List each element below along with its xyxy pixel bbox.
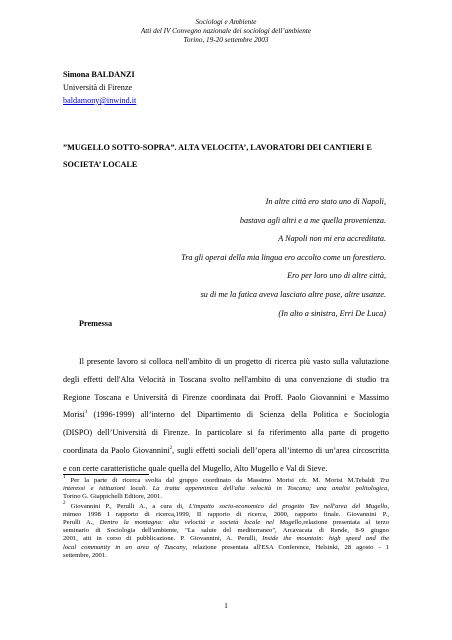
header-line-series: Sociologi e Ambiente bbox=[195, 18, 257, 26]
footnote-text-italic: Dentro la montagna: alta velocità e società locale nel Mugello bbox=[99, 519, 302, 527]
footnote-line: Torino G. Giappichelli Editore, 2001. bbox=[63, 493, 162, 501]
epigraph-line: In altre città ero stato uno di Napoli, bbox=[265, 197, 386, 206]
paper-title bbox=[63, 139, 393, 173]
footnote-text: ,relazione presentata al terzo bbox=[301, 519, 390, 527]
body-line bbox=[63, 442, 389, 460]
page-number: 1 bbox=[224, 601, 228, 610]
footnotes bbox=[63, 477, 389, 561]
header-line-proceedings: Atti del IV Convegno nazionale dei sociologi dell’ambiente bbox=[140, 27, 312, 35]
body-line: (DISPO) dell’Università di Firenze. In particolare si fa riferimento alla parte di progetto bbox=[63, 428, 389, 438]
footnote-line: mimeo 1998 I rapporto di ricerca,1999, II rapporto di ricerca, 2000, rapporto finale. Giovannini P., bbox=[63, 510, 389, 518]
body-line: Il presente lavoro si colloca nell'ambito di un progetto di ricerca più vasto sulla valutazione bbox=[79, 357, 389, 366]
body-line bbox=[63, 406, 389, 424]
footnote-ref[interactable]: 2 bbox=[169, 445, 173, 451]
footnote-text: Giovannini P., Perulli A., a cura di, bbox=[65, 502, 189, 510]
footnote-text-italic: Inside the mountain: high speed and the bbox=[262, 535, 389, 543]
section-heading: Premessa bbox=[79, 319, 113, 328]
body-line: degli effetti dell'Alta Velocità in Toscana svolto nell'ambito di una convenzione di studio tra bbox=[63, 374, 389, 384]
epigraph-line: su di me la fatica aveva lasciato altre pose, altre usanze. bbox=[200, 289, 386, 299]
footnote-text: Per la parte di ricerca svolta dal gruppo coordinato da Massimo Morisi cfr. M. Morisi M.Tebaldi bbox=[65, 477, 380, 484]
footnote-text: , bbox=[387, 502, 389, 510]
footnote-line bbox=[63, 500, 389, 511]
body-paragraph bbox=[63, 353, 389, 478]
body-text: (1996-1999) all’interno del Dipartimento di Scienza della Politica e Sociologia bbox=[87, 410, 389, 420]
footnote-line bbox=[63, 544, 389, 552]
footnote-number: 2 bbox=[63, 500, 66, 506]
footnote-text: Perulli A., bbox=[63, 519, 100, 527]
epigraph-line: Ero per loro uno di altre città, bbox=[287, 271, 386, 281]
footnote-line bbox=[63, 477, 389, 485]
footnote-text-italic: interessi e istituzioni locali. La tratta appenninica dell'alta velocità in Toscana; una analisi politologica, bbox=[63, 485, 389, 493]
epigraph bbox=[66, 193, 386, 323]
body-text: Morisi bbox=[63, 410, 85, 420]
footnote-2 bbox=[63, 500, 390, 560]
title-line: SOCIETA’ LOCALE bbox=[63, 160, 138, 169]
footnote-line: seminario di Sociologia dell'ambiente, "La salute del mediterraneo", Arcavacata di Rende, 8-9 giugno bbox=[63, 527, 389, 535]
title-line: ”MUGELLO SOTTO-SOPRA”. ALTA VELOCITA’, LAVORATORI DEI CANTIERI E bbox=[63, 143, 372, 152]
footnote-line bbox=[63, 535, 389, 543]
footnote-text: 2001, atti in corso di pubblicazione. P. Giovannini, A. Perulli, bbox=[63, 535, 263, 543]
footnote-text-italic: local community in an area of Tuscany bbox=[63, 543, 186, 551]
page-header bbox=[0, 18, 452, 45]
footnote-ref[interactable]: 1 bbox=[84, 410, 88, 416]
author-affiliation: Università di Firenze bbox=[63, 83, 133, 92]
body-line: e con certe caratteristiche quale quella del Mugello, Alto Mugello e Val di Sieve. bbox=[63, 463, 328, 473]
author-name: Simona BALDANZI bbox=[63, 70, 135, 79]
epigraph-line: Tra gli operai della mia lingua ero accolto come un forestiero. bbox=[181, 252, 386, 262]
footnote-line: settembre, 2001. bbox=[63, 551, 107, 559]
epigraph-line: bastava agli altri e a me quella provenienza. bbox=[239, 215, 386, 225]
author-email-link[interactable]: baldamony@inwind.it bbox=[63, 96, 137, 105]
epigraph-line: A Napoli non mi era accreditata. bbox=[278, 234, 386, 244]
footnote-line bbox=[63, 519, 389, 527]
author-block bbox=[63, 68, 136, 107]
footnote-text-italic: Tra bbox=[379, 477, 389, 484]
footnote-number: 1 bbox=[63, 475, 66, 480]
header-line-venue: Torino, 19-20 settembre 2003 bbox=[183, 36, 269, 44]
epigraph-attribution: (In alto a sinistra, Erri De Luca) bbox=[278, 308, 386, 318]
body-line: Regione Toscana e Università di Firenze coordinata dai Proff. Paolo Giovannini e Massimo bbox=[63, 392, 389, 402]
footnote-text-italic: L'impatto socio-economico del progetto Tav nell'area del Mugello bbox=[188, 502, 388, 510]
body-text: , sugli effetti sociali dell’opera all’interno di un’area circoscritta bbox=[172, 445, 389, 455]
footnote-separator bbox=[63, 474, 149, 475]
body-text: coordinata da Paolo Giovannini bbox=[63, 445, 170, 455]
footnote-text: , relazione presentata all'ESA Conference, Helsinki, 28 agosto - 1 bbox=[185, 543, 390, 551]
footnote-line bbox=[63, 485, 389, 493]
footnote-1 bbox=[63, 477, 389, 502]
